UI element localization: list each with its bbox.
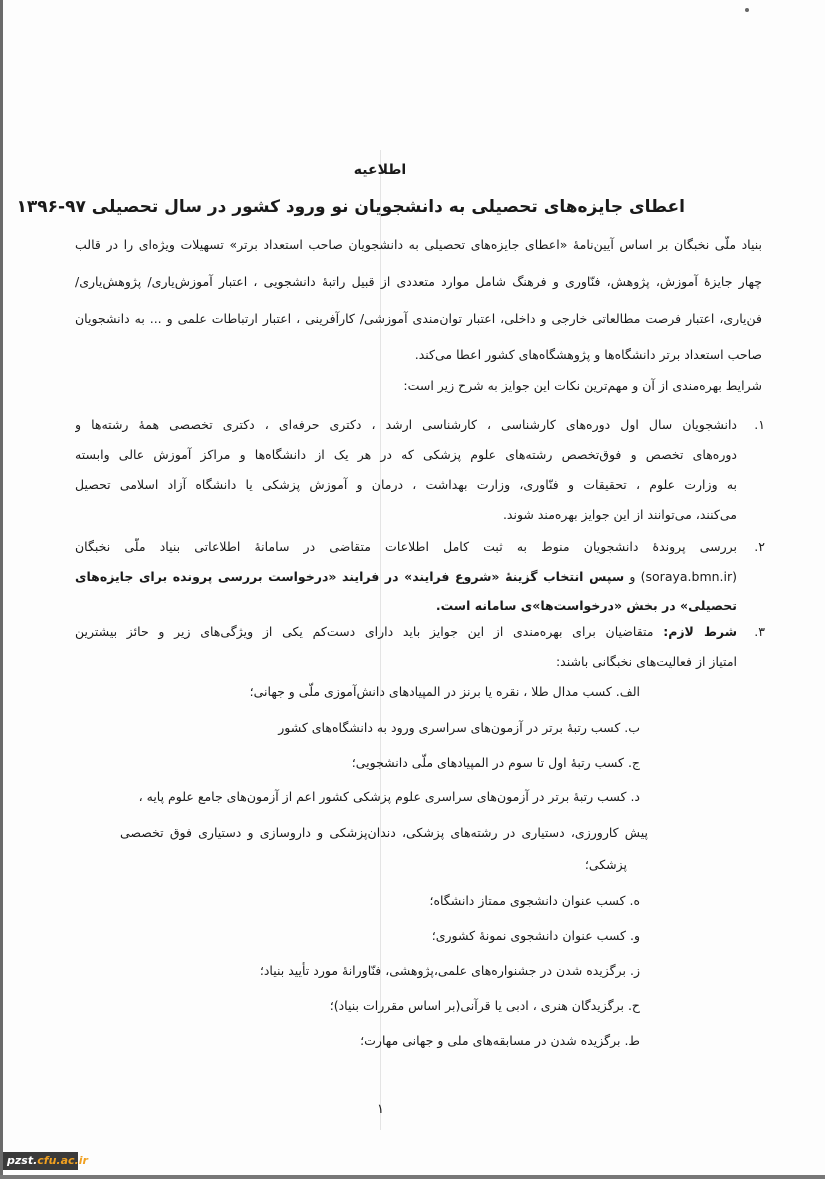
intro-line: فن‌یاری، اعتبار فرصت مطالعاتی خارجی و داخلی، اعتبار توان‌مندی آموزشی/ کارآفرینی ، اعتبار ارتباطات علمی و ... به دانشجویان (75, 311, 762, 326)
item-3-text: متقاضیان برای بهره‌مندی از این جوایز باید دارای دست‌کم یکی از ویژگی‌های زیر و حائز بیشترین (75, 624, 654, 639)
sub-item: پزشکی؛ (584, 857, 627, 872)
item-number: ۳. (754, 624, 765, 639)
item-1-line: به وزارت علوم ، تحقیقات و فنّاوری، وزارت بهداشت ، درمان و آموزش پزشکی یا دانشگاه آزاد اسلامی تحصیل (75, 477, 737, 492)
item-2-line: تحصیلی» در بخش «درخواست‌ها»ی سامانه است. (435, 598, 737, 613)
document-heading: اعطای جایزه‌های تحصیلی به دانشجویان نو ورود کشور در سال تحصیلی ۹۷-۱۳۹۶ (16, 197, 685, 217)
item-2-bold-text: سپس انتخاب گزینهٔ «شروع فرایند» در فرایند «درخواست بررسی پرونده برای جایزه‌های (75, 569, 625, 584)
sub-item: پیش کارورزی، دستیاری در رشته‌های پزشکی، دندان‌پزشکی و داروسازی و دستیاری فوق تخصصی (120, 825, 648, 840)
sub-item: ج. کسب رتبهٔ اول تا سوم در المپیادهای ملّی دانشجویی؛ (351, 755, 640, 770)
watermark-logo: pzst.cfu.ac.ir (3, 1152, 78, 1170)
intro-line: بنیاد ملّی نخبگان بر اساس آیین‌نامهٔ «اعطای جایزه‌های تحصیلی به دانشجویان صاحب استعداد برتر» تسهیلات ویژه‌ای را در قالب (75, 237, 762, 252)
intro-line: صاحب استعداد برتر دانشگاه‌ها و پژوهشگاه‌های کشور اعطا می‌کند. (414, 347, 762, 362)
conditions-intro: شرایط بهره‌مندی از آن و مهم‌ترین نکات این جوایز به شرح زیر است: (403, 378, 762, 393)
scan-speck (745, 8, 749, 12)
item-2-line (75, 568, 737, 586)
item-1-line: دوره‌های تخصص و فوق‌تخصص رشته‌های علوم پزشکی که در هر یک از دانشگاه‌ها و مراکز آموزش عالی وابسته (75, 447, 737, 462)
sub-item: ه. کسب عنوان دانشجوی ممتاز دانشگاه؛ (429, 893, 640, 908)
item-3-line: امتیاز از فعالیت‌های نخبگانی باشند: (555, 654, 737, 669)
scan-bottom-edge (0, 1175, 825, 1179)
sub-item: و. کسب عنوان دانشجوی نمونهٔ کشوری؛ (431, 928, 640, 943)
item-2-line: بررسی پروندهٔ دانشجویان منوط به ثبت کامل اطلاعات متقاضی در سامانهٔ اطلاعاتی بنیاد ملّی نخبگان (75, 539, 737, 554)
sub-item: ز. برگزیده شدن در جشنواره‌های علمی،پژوهشی، فنّاورانهٔ مورد تأیید بنیاد؛ (259, 963, 640, 978)
required-condition-label: شرط لازم: (663, 624, 737, 639)
item-3-line (75, 623, 737, 641)
item-number: ۲. (754, 539, 765, 554)
sub-item: ب. کسب رتبهٔ برتر در آزمون‌های سراسری ورود به دانشگاه‌های کشور (278, 720, 640, 735)
sub-item: ط. برگزیده شدن در مسابقه‌های ملی و جهانی مهارت؛ (360, 1033, 640, 1048)
sub-item: ح. برگزیدگان هنری ، ادبی یا قرآنی(بر اساس مقررات بنیاد)؛ (329, 998, 640, 1013)
sorayа-url: (soraya.bmn.ir) و (629, 569, 737, 584)
notice-title: اطلاعیه (353, 162, 407, 178)
page-number: ۱ (377, 1102, 384, 1117)
sub-item: د. کسب رتبهٔ برتر در آزمون‌های سراسری علوم پزشکی کشور اعم از آزمون‌های جامع علوم پایه ، (138, 789, 640, 804)
item-number: ۱. (754, 417, 765, 432)
item-1-line: دانشجویان سال اول دوره‌های کارشناسی ، کارشناسی ارشد ، دکتری حرفه‌ای ، دکتری تخصصی همهٔ رشته‌ها و (75, 417, 737, 432)
item-1-line: می‌کنند، می‌توانند از این جوایز بهره‌مند شوند. (502, 507, 737, 522)
sub-item: الف. کسب مدال طلا ، نقره یا برنز در المپیادهای دانش‌آموزی ملّی و جهانی؛ (249, 684, 640, 699)
intro-line: چهار جایزهٔ آموزش، پژوهش، فنّاوری و فرهنگ شامل موارد متعددی از قبیل راتبهٔ دانشجویی ، اعتبار آموزش‌یاری/ پژوهش‌یاری/ (75, 274, 762, 289)
